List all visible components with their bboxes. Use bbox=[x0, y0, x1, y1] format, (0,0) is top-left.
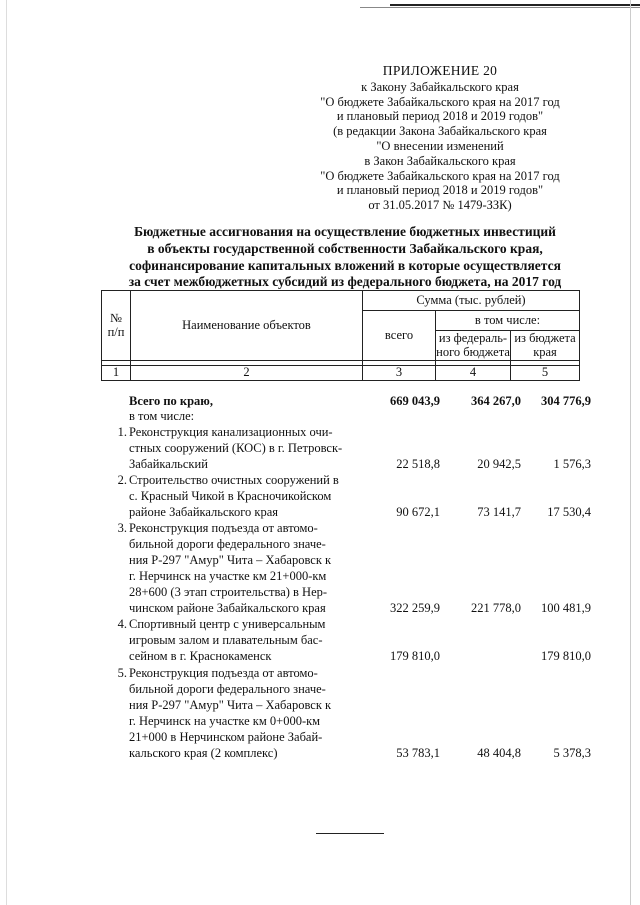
row-name-line: бильной дороги федерального значе- bbox=[129, 682, 326, 696]
row-name-line: с. Красный Чикой в Красночикойском bbox=[129, 489, 332, 503]
total-sub-label: в том числе: bbox=[129, 409, 195, 423]
row-name-line: ния Р-297 "Амур" Чита – Хабаровск к bbox=[129, 698, 332, 712]
row-name-line: чинском районе Забайкальского края bbox=[129, 601, 326, 615]
header-total: всего bbox=[363, 311, 436, 361]
appendix-line: в Закон Забайкальского края bbox=[364, 153, 516, 168]
row-name-line: Реконструкция подъезда от автомо- bbox=[129, 666, 318, 680]
row-regional: 179 810,0 bbox=[541, 649, 591, 663]
row-number: 1. bbox=[117, 425, 127, 439]
row-number: 2. bbox=[117, 473, 127, 487]
row-number: 4. bbox=[117, 617, 127, 631]
row-regional: 1 576,3 bbox=[553, 457, 591, 471]
appendix-header bbox=[300, 64, 580, 213]
row-total: 22 518,8 bbox=[396, 457, 440, 471]
appendix-line: и плановый период 2018 и 2019 годов" bbox=[336, 183, 544, 198]
row-regional: 17 530,4 bbox=[547, 505, 591, 519]
header-regional: из бюджета края bbox=[511, 331, 580, 361]
row-number: 5. bbox=[117, 666, 127, 680]
row-total: 90 672,1 bbox=[396, 505, 440, 519]
row-name-line: Реконструкция подъезда от автомо- bbox=[129, 521, 318, 535]
column-number: 2 bbox=[131, 366, 363, 381]
column-number: 5 bbox=[511, 366, 580, 381]
row-regional: 5 378,3 bbox=[553, 746, 591, 760]
header-name: Наименование объектов bbox=[131, 291, 363, 361]
appendix-line: и плановый период 2018 и 2019 годов" bbox=[336, 109, 544, 124]
row-name-line: кальского края (2 комплекс) bbox=[129, 746, 278, 760]
row-name-line: г. Нерчинск на участке км 0+000-км bbox=[129, 714, 321, 728]
scan-artifact-top-2 bbox=[360, 7, 640, 8]
title-line: Бюджетные ассигнования на осуществление бюджетных инвестиций bbox=[134, 224, 556, 239]
column-number: 1 bbox=[102, 366, 131, 381]
scan-edge-right bbox=[630, 0, 631, 905]
end-of-document-rule bbox=[316, 833, 384, 834]
appendix-line: "О бюджете Забайкальского края на 2017 год bbox=[320, 168, 560, 183]
header-number: № п/п bbox=[102, 291, 131, 361]
table-header bbox=[101, 290, 580, 381]
appendix-title: ПРИЛОЖЕНИЕ 20 bbox=[382, 63, 498, 78]
row-name-line: Спортивный центр с универсальным bbox=[129, 617, 326, 631]
column-number: 3 bbox=[363, 366, 436, 381]
header-including: в том числе: bbox=[436, 311, 580, 331]
appendix-line: (в редакции Закона Забайкальского края bbox=[333, 124, 547, 139]
row-name-line: ния Р-297 "Амур" Чита – Хабаровск к bbox=[129, 553, 332, 567]
header-sum: Сумма (тыс. рублей) bbox=[363, 291, 580, 311]
document-title bbox=[110, 224, 580, 291]
row-name-line: районе Забайкальского края bbox=[129, 505, 279, 519]
total-federal: 364 267,0 bbox=[471, 394, 521, 408]
row-total: 322 259,9 bbox=[390, 601, 440, 615]
row-number: 3. bbox=[117, 521, 127, 535]
row-name-line: Реконструкция канализационных очи- bbox=[129, 425, 333, 439]
row-federal: 20 942,5 bbox=[477, 457, 521, 471]
row-total: 53 783,1 bbox=[396, 746, 440, 760]
row-federal: 221 778,0 bbox=[471, 601, 521, 615]
title-line: в объекты государственной собственности Забайкальского края, bbox=[147, 240, 543, 256]
title-line: за счет межбюджетных субсидий из федерального бюджета, на 2017 год bbox=[128, 274, 562, 290]
row-federal: 48 404,8 bbox=[477, 746, 521, 760]
scan-artifact-top bbox=[390, 4, 640, 6]
total-sum: 669 043,9 bbox=[390, 394, 440, 408]
row-federal: 73 141,7 bbox=[477, 505, 521, 519]
row-regional: 100 481,9 bbox=[541, 601, 591, 615]
row-name-line: стных сооружений (КОС) в г. Петровск- bbox=[129, 441, 343, 455]
appendix-line: к Закону Забайкальского края bbox=[361, 79, 519, 94]
row-name-line: 21+000 в Нерчинском районе Забай- bbox=[129, 730, 323, 744]
row-name-line: г. Нерчинск на участке км 21+000-км bbox=[129, 569, 327, 583]
row-name-line: бильной дороги федерального значе- bbox=[129, 537, 326, 551]
appendix-line: "О внесении изменений bbox=[376, 138, 504, 153]
row-name-line: Строительство очистных сооружений в bbox=[129, 473, 339, 487]
appendix-line: от 31.05.2017 № 1479-ЗЗК) bbox=[368, 198, 512, 213]
total-label: Всего по краю, bbox=[129, 394, 213, 408]
row-name-line: Забайкальский bbox=[129, 457, 208, 471]
header-federal: из федераль- ного бюджета bbox=[436, 331, 510, 359]
column-number: 4 bbox=[436, 366, 511, 381]
total-regional: 304 776,9 bbox=[541, 394, 591, 408]
title-line: софинансирование капитальных вложений в которые осуществляется bbox=[129, 257, 561, 273]
row-name-line: 28+600 (3 этап строительства) в Нер- bbox=[129, 585, 328, 599]
scan-edge-left bbox=[6, 0, 7, 905]
row-name-line: сейном в г. Краснокаменск bbox=[129, 649, 272, 663]
row-name-line: игровым залом и плавательным бас- bbox=[129, 633, 323, 647]
row-total: 179 810,0 bbox=[390, 649, 440, 663]
appendix-line: "О бюджете Забайкальского края на 2017 год bbox=[320, 94, 560, 109]
